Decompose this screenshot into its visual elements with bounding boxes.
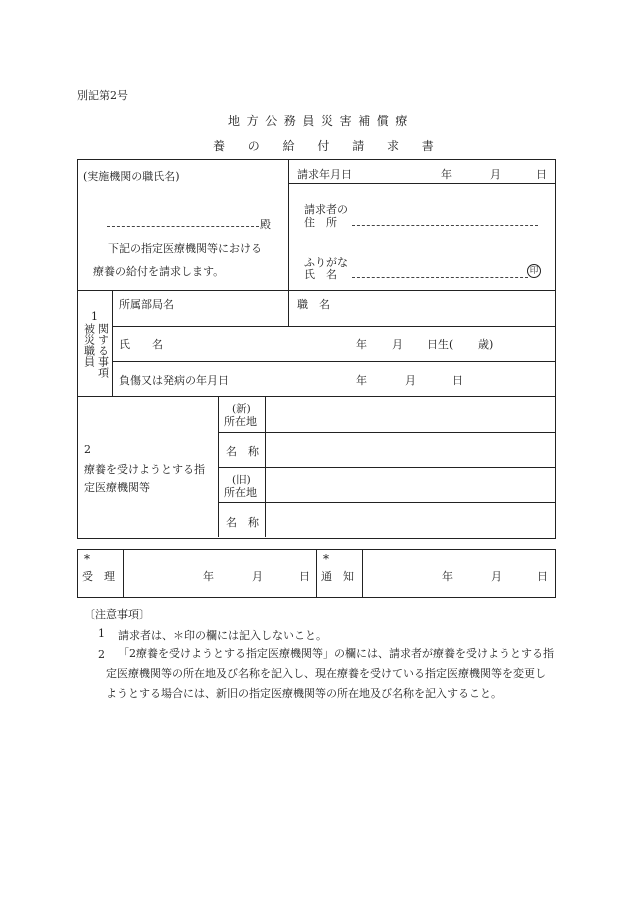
notice-star: * — [323, 552, 329, 566]
divider-facility-vertical — [218, 396, 219, 537]
birth-day: 日生( — [427, 338, 454, 351]
note2-text: 「2療養を受けようとする指定医療機関等」の欄には、請求者が療養を受けようとする指定医療機関等の所在地及び名称を記入し、現在療養を受けている指定医療機関等を変更しようとする場合には、新旧の指定医療機関等の所在地及び名称を記入すること。 — [106, 647, 554, 700]
new-name-label: 名 称 — [226, 445, 259, 458]
age-suffix: 歳) — [478, 338, 494, 351]
request-year: 年 — [441, 168, 452, 181]
request-day: 日 — [536, 168, 547, 181]
org-name-field[interactable] — [107, 226, 259, 227]
divider-victim-vertical — [112, 290, 113, 396]
injury-date-label: 負傷又は発病の年月日 — [119, 374, 229, 387]
dono-text: 殿 — [260, 218, 271, 231]
new-marker: (新) — [232, 403, 251, 415]
office-divider-2 — [316, 549, 317, 597]
note1-text: 請求者は、＊印の欄には記入しないこと。 — [118, 629, 327, 642]
form-number: 別記第2号 — [77, 89, 128, 102]
notice-label: 通 知 — [321, 570, 354, 583]
dept-label: 所属部局名 — [119, 298, 174, 311]
divider-dept-vertical — [288, 290, 289, 326]
org-label: (実施機関の職氏名) — [83, 170, 180, 183]
claimant-address-label: 住 所 — [304, 216, 337, 229]
request-month: 月 — [490, 168, 501, 181]
section2-label-line1: 療養を受けようとする指 — [84, 463, 205, 476]
section1-number: 1 — [91, 310, 98, 323]
victim-name-label: 氏 名 — [119, 338, 163, 351]
request-date-label: 請求年月日 — [297, 168, 352, 181]
receipt-month: 月 — [252, 570, 263, 583]
divider-top-vertical — [288, 159, 289, 290]
new-address-label: 所在地 — [224, 415, 257, 428]
section1-label-a: 被災職員 — [82, 323, 96, 367]
injury-year: 年 — [356, 374, 367, 387]
form-title-line1: 地方公務員災害補償療 — [228, 114, 415, 128]
divider-new-name — [218, 467, 555, 468]
old-address-label: 所在地 — [224, 486, 257, 499]
old-name-label: 名 称 — [226, 516, 259, 529]
claimant-name-label: 氏 名 — [304, 268, 337, 281]
receipt-star: * — [84, 552, 90, 566]
divider-name-row — [112, 361, 555, 362]
section1-label-b: 関する事項 — [96, 323, 110, 378]
birth-month: 月 — [392, 338, 403, 351]
divider-dept-row — [112, 326, 555, 327]
divider-victim-section — [77, 396, 555, 397]
notice-day: 日 — [537, 570, 548, 583]
request-line2: 療養の給付を請求します。 — [93, 265, 225, 278]
claimant-name-field[interactable] — [352, 277, 528, 278]
seal-icon: 印 — [527, 264, 541, 278]
claimant-label: 請求者の — [304, 203, 348, 216]
notice-year: 年 — [442, 570, 453, 583]
injury-month: 月 — [405, 374, 416, 387]
section2-number: 2 — [84, 443, 91, 456]
old-marker: (旧) — [232, 474, 251, 486]
office-divider-3 — [362, 549, 363, 597]
divider-date-row — [288, 183, 555, 184]
request-line1: 下記の指定医療機関等における — [108, 242, 262, 255]
office-divider-1 — [123, 549, 124, 597]
divider-new-address — [218, 432, 555, 433]
claimant-address-field[interactable] — [352, 225, 538, 226]
notes-heading: 〔注意事項〕 — [84, 608, 150, 621]
receipt-label: 受 理 — [82, 570, 115, 583]
post-label: 職 名 — [297, 298, 330, 311]
receipt-year: 年 — [203, 570, 214, 583]
receipt-day: 日 — [299, 570, 310, 583]
notice-month: 月 — [491, 570, 502, 583]
injury-day: 日 — [452, 374, 463, 387]
divider-facility-vertical-2 — [265, 396, 266, 537]
divider-old-address — [218, 502, 555, 503]
note2-number: 2 — [98, 648, 105, 661]
section2-label-line2: 定医療機関等 — [84, 481, 150, 494]
form-title-line2: 養の給付請求書 — [213, 139, 457, 153]
note1-number: 1 — [98, 627, 105, 640]
furigana-label: ふりがな — [304, 256, 348, 269]
divider-top-section — [77, 290, 555, 291]
birth-year: 年 — [356, 338, 367, 351]
